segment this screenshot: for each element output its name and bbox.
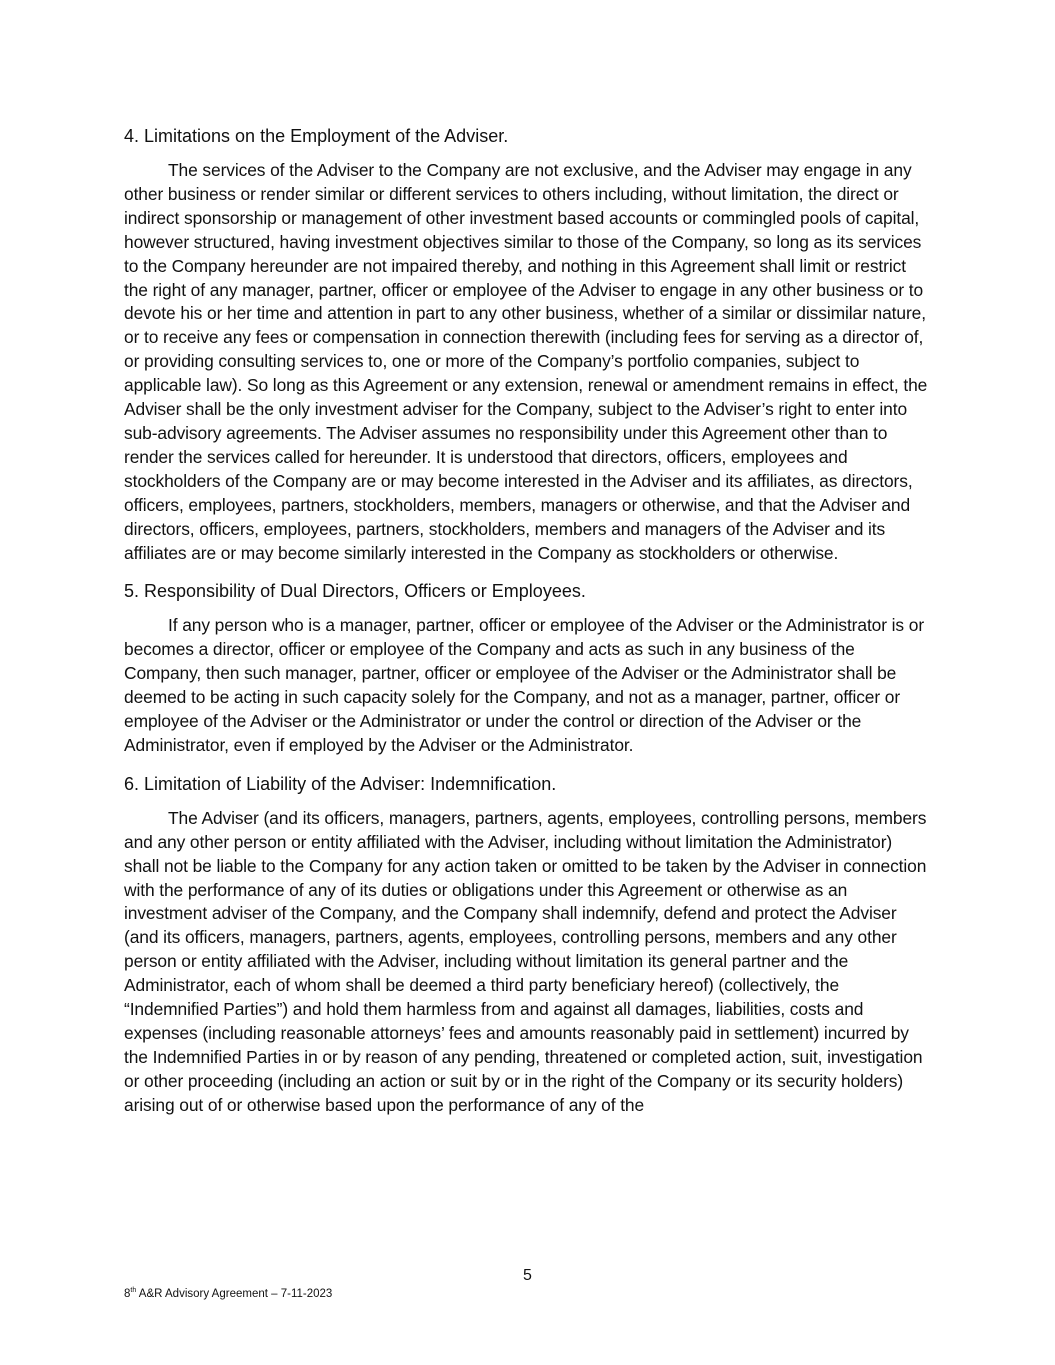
footer-superscript: th: [130, 1287, 137, 1294]
section-body: The services of the Adviser to the Company are not exclusive, and the Adviser may engage in any other business or render similar or different services to others including, without limitation, the direct or indirect sponsorship or management of other investment based accounts or commingled pools of capital, however structured, having investment objectives similar to those of the Company, so long as its services to the Company hereunder are not impaired thereby, and nothing in this Agreement shall limit or restrict the right of any manager, partner, officer or employee of the Adviser to engage in any other business or to devote his or her time and attention in part to any other business, whether of a similar or dissimilar nature, or to receive any fees or compensation in connection therewith (including fees for serving as a director of, or providing consulting services to, one or more of the Company’s portfolio companies, subject to applicable law). So long as this Agreement or any extension, renewal or amendment remains in effect, the Adviser shall be the only investment adviser for the Company, subject to the Adviser’s right to enter into sub-advisory agreements. The Adviser assumes no responsibility under this Agreement other than to render the services called for hereunder. It is understood that directors, officers, employees and stockholders of the Company are or may become interested in the Adviser and its affiliates, as directors, officers, employees, partners, stockholders, members, managers or otherwise, and that the Adviser and directors, officers, employees, partners, stockholders, members and managers of the Adviser and its affiliates are or may become similarly interested in the Company as stockholders or otherwise.: [124, 160, 928, 563]
page-number: 5: [523, 1267, 532, 1284]
document-page: [124, 124, 929, 1132]
section-4: [124, 124, 929, 565]
footer-text: A&R Advisory Agreement – 7-11-2023: [136, 1287, 333, 1300]
footer-prefix: 8: [124, 1287, 131, 1300]
section-heading: 5. Responsibility of Dual Directors, Officers or Employees.: [124, 581, 586, 602]
section-body: If any person who is a manager, partner, officer or employee of the Adviser or the Administrator is or becomes a director, officer or employee of the Company and acts as such in any business of the Company, then such manager, partner, officer or employee of the Adviser or the Administrator shall be deemed to be acting in such capacity solely for the Company, and not as a manager, partner, officer or employee of the Adviser or the Administrator or under the control or direction of the Adviser or the Administrator, even if employed by the Adviser or the Administrator.: [124, 615, 925, 755]
section-6: [124, 772, 929, 1118]
section-heading: 6. Limitation of Liability of the Adviser: Indemnification.: [124, 773, 557, 794]
section-heading: 4. Limitations on the Employment of the Adviser.: [124, 126, 509, 146]
footer: [124, 1287, 332, 1300]
section-body: The Adviser (and its officers, managers, partners, agents, employees, controlling persons, members and any other person or entity affiliated with the Adviser, including without limitation the Administrator) shall not be liable to the Company for any action taken or omitted to be taken by the Adviser in connection with the performance of any of its duties or obligations under this Agreement or otherwise as an investment adviser of the Company, and the Company shall indemnify, defend and protect the Adviser (and its officers, managers, partners, agents, employees, controlling persons, members and any other person or entity affiliated with the Adviser, including without limitation its general partner and the Administrator, each of whom shall be deemed a third party beneficiary hereof) (collectively, the “Indemnified Parties”) and hold them harmless from and against all damages, liabilities, costs and expenses (including reasonable attorneys’ fees and amounts reasonably paid in settlement) incurred by the Indemnified Parties in or by reason of any pending, threatened or completed action, suit, investigation or other proceeding (including an action or suit by or in the right of the Company or its security holders) arising out of or otherwise based upon the performance of any of the: [124, 807, 927, 1115]
section-5: [124, 579, 929, 757]
